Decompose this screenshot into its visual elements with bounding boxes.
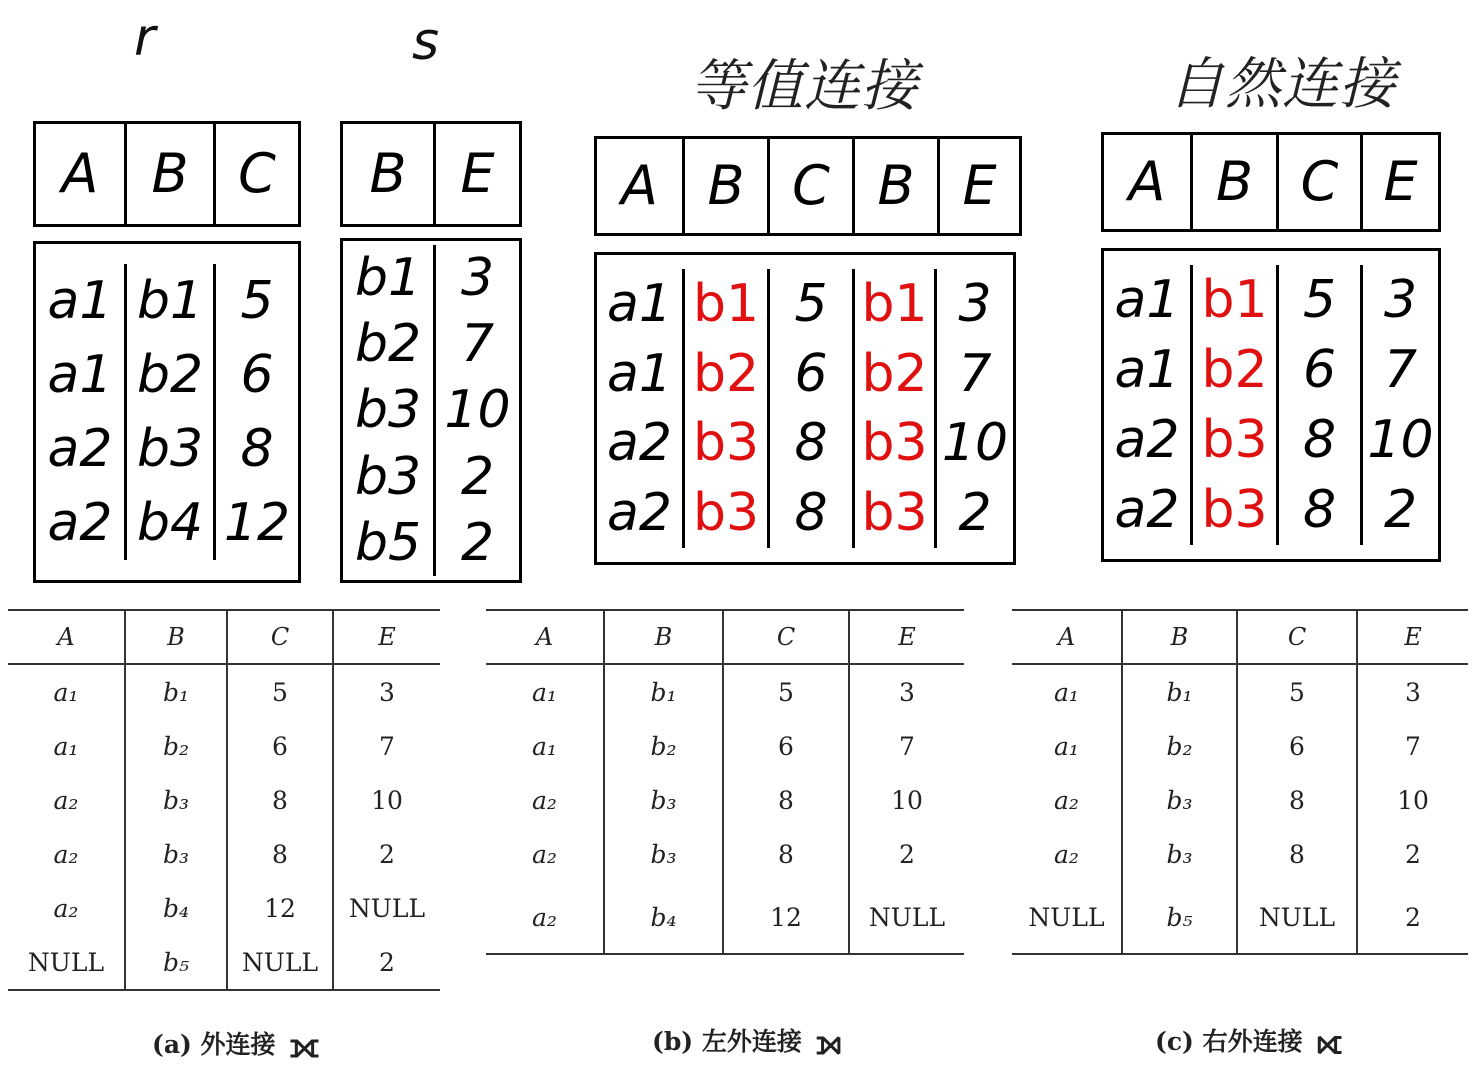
cell: 8 [794,483,828,544]
table-cell: a₁ [532,677,557,707]
header-col [682,139,767,233]
table-row [8,935,440,990]
cell: 6 [1302,340,1337,400]
table-cell: 2 [333,827,440,881]
table-row [1012,881,1468,954]
column-header: C [1237,610,1357,664]
cell: b4 [136,493,204,553]
table-cell: 8 [227,773,333,827]
cell: a1 [607,273,672,334]
outer-join-caption [152,1025,315,1066]
header-cell: B [369,142,407,205]
cell: b3 [136,419,204,479]
column [343,245,433,576]
table-row [8,881,440,935]
table-cell: 2 [333,935,440,990]
cell: 12 [223,493,291,553]
cell: 6 [240,345,274,405]
cell: 6 [794,343,828,404]
table-cell: b₁ [125,664,227,719]
table-cell: a₁ [1054,677,1079,707]
left-outer-join-symbol: ⟕ [815,1023,838,1063]
column [433,245,519,576]
column [767,269,852,548]
column [852,269,934,548]
cell: a2 [607,413,672,474]
table-cell: b₁ [604,664,723,719]
table-row [1012,827,1468,881]
header-col [1276,135,1360,229]
table-cell: b₃ [1122,827,1237,881]
column-header: A [8,610,125,664]
table-cell: b₅ [125,935,227,990]
table-row [486,773,964,827]
column-header: C [723,610,849,664]
cell: 8 [240,419,274,479]
table-cell: b₃ [125,827,227,881]
equijoin-body [594,252,1016,565]
table-cell: 3 [1357,664,1468,719]
table-cell: 6 [227,719,333,773]
column-header: E [333,610,440,664]
cell: 8 [794,413,828,474]
table-cell: 3 [333,664,440,719]
table-row [8,719,440,773]
header-col [36,124,124,224]
header-col [343,124,433,224]
full-outer-join-symbol: ⟗ [289,1026,316,1066]
header-cell: B [877,154,915,217]
cell: 8 [1302,480,1337,540]
table-row [8,664,440,719]
cell: a2 [607,483,672,544]
header-cell: E [1383,150,1418,213]
equijoin-header [594,136,1022,236]
header-cell: B [151,142,189,205]
table-cell: 10 [1357,773,1468,827]
cell: b3 [1201,480,1268,540]
table-cell: a₁ [53,677,79,707]
cell: 3 [1383,270,1418,330]
header-col [433,124,519,224]
column [124,264,213,560]
cell: 5 [794,273,828,334]
cell: b3 [692,413,760,474]
cell: b3 [354,446,422,507]
column [934,269,1013,548]
table-cell: b₄ [604,881,723,954]
column-header: A [486,610,604,664]
column-header: B [604,610,723,664]
table-cell: 2 [1357,827,1468,881]
cell: b1 [861,273,928,334]
cell: 8 [1302,410,1337,470]
cell: b1 [354,248,422,309]
table-cell: a₁ [532,731,557,761]
cell: b3 [1201,410,1268,470]
natural-join-header [1101,132,1441,232]
table-cell: 5 [227,664,333,719]
cell: 3 [460,248,495,309]
cell: 10 [1367,410,1434,470]
cell: 5 [1302,270,1337,330]
table-row [486,719,964,773]
header-col [124,124,213,224]
cell: 7 [1383,340,1418,400]
cell: b1 [1201,270,1268,330]
column-header: C [227,610,333,664]
table-row [486,881,964,954]
table-cell: 10 [849,773,964,827]
header-col [1104,135,1190,229]
cell: a1 [47,345,113,405]
caption-text: (a) 外连接 [152,1030,276,1059]
table-cell: a₂ [1054,785,1079,815]
table-cell: NULL [27,947,105,977]
table-cell: 6 [1237,719,1357,773]
table-cell: b₂ [604,719,723,773]
header-row [486,610,964,664]
right-outer-join-symbol: ⟖ [1316,1023,1339,1063]
cell: b2 [692,343,760,404]
column-header: E [1357,610,1468,664]
outer-join-table [8,609,440,991]
column [1276,265,1360,545]
table-cell: 7 [849,719,964,773]
header-cell: C [238,142,276,205]
header-cell: B [1215,150,1254,213]
table-cell: 3 [849,664,964,719]
left-outer-join-table [486,609,964,955]
table-row [1012,664,1468,719]
header-cell: E [962,154,997,217]
table-cell: b₅ [1122,881,1237,954]
table-cell: 10 [333,773,440,827]
table-cell: NULL [1237,881,1357,954]
column-header: E [849,610,964,664]
cell: b2 [354,314,422,375]
column [597,269,682,548]
column [1104,265,1190,545]
column [213,264,298,560]
relation-r-body [33,241,301,583]
cell: 2 [1383,480,1418,540]
table-cell: NULL [1028,902,1105,932]
cell: 10 [444,380,511,441]
cell: a1 [607,343,672,404]
cell: b1 [136,271,204,331]
table-cell: 2 [1357,881,1468,954]
column [682,269,767,548]
header-row [1012,610,1468,664]
table-row [8,827,440,881]
table-cell: b₁ [1122,664,1237,719]
cell: 3 [958,273,992,334]
table-cell: 12 [723,881,849,954]
table-cell: NULL [333,881,440,935]
left-outer-join-caption [652,1022,838,1063]
table-cell: 7 [333,719,440,773]
column [1360,265,1438,545]
header-col [1190,135,1276,229]
table-cell: b₃ [1122,773,1237,827]
table-cell: NULL [849,881,964,954]
table-cell: 12 [227,881,333,935]
column [1190,265,1276,545]
table-cell: a₂ [1054,839,1079,869]
cell: b2 [1201,340,1268,400]
natural-join-body [1101,248,1441,562]
relation-s-body [340,238,522,583]
header-cell: A [621,154,658,217]
table-cell: 8 [723,773,849,827]
cell: 5 [240,271,274,331]
header-cell: C [792,154,830,217]
table-cell: a₂ [53,893,79,923]
cell: 10 [941,413,1009,474]
cell: a2 [47,419,113,479]
table-cell: 5 [1237,664,1357,719]
column-header: A [1012,610,1122,664]
header-cell: B [707,154,745,217]
table-cell: a₂ [53,839,79,869]
table-cell: a₂ [53,785,79,815]
header-cell: C [1300,150,1339,213]
table-cell: a₁ [1054,731,1079,761]
table-cell: a₂ [532,785,557,815]
table-cell: b₂ [125,719,227,773]
relation-r-title: r [134,8,156,68]
table-cell: 8 [1237,773,1357,827]
cell: a2 [47,493,113,553]
equijoin-title: 等值连接 [690,54,918,119]
table-cell: 7 [1357,719,1468,773]
table-cell: a₂ [532,902,557,932]
cell: 7 [958,343,992,404]
cell: a2 [1114,480,1180,540]
cell: b2 [136,345,204,405]
cell: b2 [861,343,928,404]
cell: a1 [47,271,113,331]
table-row [1012,719,1468,773]
header-col [1360,135,1438,229]
table-row [1012,773,1468,827]
cell: b5 [354,512,422,573]
cell: b3 [861,483,928,544]
table-row [8,773,440,827]
cell: a1 [1114,270,1180,330]
caption-text: (b) 左外连接 [652,1027,802,1056]
column-header: B [125,610,227,664]
column-header: B [1122,610,1237,664]
table-row [486,827,964,881]
table-cell: 6 [723,719,849,773]
header-col [213,124,298,224]
table-cell: 2 [849,827,964,881]
cell: b3 [692,483,760,544]
cell: 2 [460,446,495,507]
table-cell: 5 [723,664,849,719]
table-cell: b₃ [604,827,723,881]
cell: 7 [460,314,495,375]
relation-s-header [340,121,522,227]
table-cell: b₃ [125,773,227,827]
table-row [486,664,964,719]
table-cell: NULL [227,935,333,990]
header-col [852,139,937,233]
cell: b3 [354,380,422,441]
header-col [767,139,852,233]
cell: b3 [861,413,928,474]
cell: b1 [692,273,760,334]
header-cell: A [61,142,99,205]
header-cell: A [1128,150,1166,213]
natural-join-title: 自然连接 [1168,52,1396,117]
column [36,264,124,560]
cell: a1 [1114,340,1180,400]
relation-r-header [33,121,301,227]
table-cell: b₃ [604,773,723,827]
header-row [8,610,440,664]
table-cell: a₁ [53,731,79,761]
relation-s-title: s [412,12,440,72]
header-col [597,139,682,233]
table-cell: 8 [723,827,849,881]
cell: 2 [460,512,495,573]
table-cell: b₄ [125,881,227,935]
caption-text: (c) 右外连接 [1155,1027,1303,1056]
cell: a2 [1114,410,1180,470]
table-cell: 8 [227,827,333,881]
right-outer-join-table [1012,609,1468,955]
table-cell: a₂ [532,839,557,869]
table-cell: 8 [1237,827,1357,881]
table-cell: b₂ [1122,719,1237,773]
header-col [937,139,1019,233]
header-cell: E [460,142,495,205]
right-outer-join-caption [1155,1022,1338,1063]
cell: 2 [958,483,992,544]
